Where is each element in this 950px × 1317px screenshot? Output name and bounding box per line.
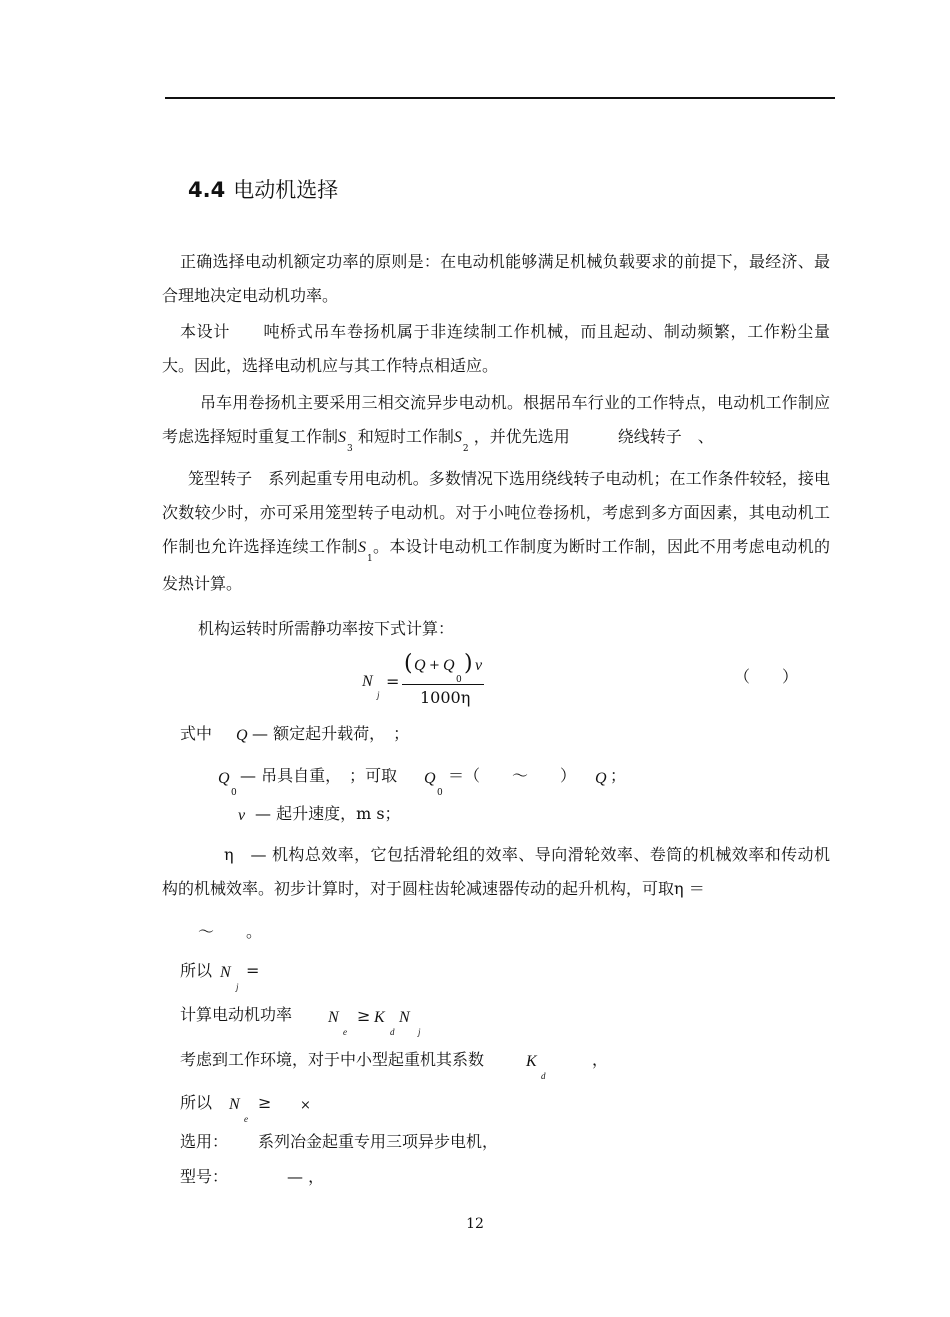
- subscript-2: 2: [462, 444, 469, 454]
- where-q0-take: Q: [424, 770, 436, 787]
- calc-kd: K: [374, 1009, 385, 1026]
- design-prefix: 本设计: [180, 322, 231, 341]
- motor-type-text: 吊车用卷扬机主要采用三相交流异步电动机。根据吊车行业的工作特点，电动机工作制应考虑选择短时重复工作制: [162, 393, 830, 446]
- equation-number: （ ）: [734, 667, 799, 686]
- where-label: 式中: [180, 724, 213, 743]
- so2-label: 所以: [180, 1093, 213, 1112]
- so2-ne: N: [229, 1096, 240, 1113]
- calc-geq: ≥: [357, 1006, 371, 1025]
- formula-equals: =: [386, 672, 400, 691]
- subscript-3: 3: [347, 444, 353, 454]
- so2-times: ×: [300, 1098, 311, 1113]
- symbol-s1: S: [357, 539, 366, 556]
- calc-nj-sub: j: [418, 1027, 421, 1037]
- model-text: — ，: [287, 1167, 325, 1186]
- so-label: 所以: [180, 961, 213, 980]
- paragraph-motor-type: [162, 386, 830, 457]
- calc-kd-sub: d: [390, 1027, 395, 1037]
- where-q-desc: — 额定起升载荷， ；: [252, 724, 410, 743]
- where-eta-end: ＝: [688, 879, 705, 898]
- where-q0-desc: — 吊具自重， ；可取: [240, 766, 398, 785]
- formula-sub-0: 0: [456, 675, 462, 685]
- formula-sub-j: j: [377, 690, 380, 700]
- calc-label: 计算电动机功率: [180, 1005, 293, 1024]
- where-q0-take-sub: 0: [437, 788, 443, 798]
- formula-lparen: (: [404, 651, 413, 676]
- paragraph-principle: 正确选择电动机额定功率的原则是：在电动机能够满足机械负载要求的前提下，最经济、最合理地决定电动机功率。: [162, 252, 830, 305]
- subscript-1: 1: [366, 554, 373, 564]
- short-duty-text: 和短时工作制: [357, 427, 454, 446]
- env-end: ，: [592, 1050, 609, 1069]
- formula-plus: +: [429, 658, 440, 673]
- env-kd-sub: d: [541, 1071, 546, 1081]
- where-eta-range: ～ 。: [198, 922, 263, 941]
- so2-geq: ≥: [258, 1093, 272, 1112]
- priority-text: ，并优先选用: [473, 427, 570, 446]
- where-eta-desc: — 机构总效率，它包括滑轮组的效率、导向滑轮效率、卷筒的机械效率和传动机构的机械效率。初步计算时，对于圆柱齿轮减速器传动的起升机构，可取: [162, 845, 830, 898]
- select-text: 系列冶金起重专用三项异步电机，: [258, 1132, 499, 1151]
- where-q: Q: [236, 727, 248, 744]
- where-q0-sub: 0: [231, 788, 237, 798]
- formula-v: v: [475, 657, 483, 674]
- formula-rparen: ): [464, 651, 473, 676]
- env-label: 考虑到工作环境，对于中小型起重机其系数: [180, 1050, 485, 1069]
- calc-ne: N: [328, 1009, 339, 1026]
- section-heading: [188, 176, 338, 204]
- where-q0: Q: [218, 770, 230, 787]
- fraction-bar: [402, 684, 484, 685]
- calc-nj: N: [399, 1009, 410, 1026]
- where-q0-range: ＝（ ～ ）: [448, 766, 577, 785]
- squirrel-cage-text: 笼型转子: [188, 469, 253, 488]
- where-v-desc: — 起升速度，m s；: [255, 804, 401, 823]
- paragraph-design: [162, 315, 830, 383]
- wound-rotor-text: 绕线转子: [617, 427, 682, 446]
- so-n: N: [220, 964, 231, 981]
- so-equals: =: [246, 961, 260, 980]
- formula-q0: Q: [443, 657, 455, 674]
- page-number: 12: [466, 1216, 484, 1232]
- symbol-s3: S: [338, 429, 347, 446]
- select-label: 选用：: [180, 1132, 229, 1151]
- duty-conclusion-text: 。本设计电动机工作制度为断时工作制，因此不用考虑电动机的发热计算。: [162, 537, 830, 593]
- env-kd: K: [526, 1053, 537, 1070]
- calc-ne-sub: e: [343, 1027, 347, 1037]
- formula-intro: 机构运转时所需静功率按下式计算：: [198, 619, 455, 638]
- where-q-factor: Q: [595, 770, 607, 787]
- design-text: 吨桥式吊车卷扬机属于非连续制工作机械，而且起动、制动频繁，工作粉尘量大。因此，选择电动机应与其工作特点相适应。: [162, 322, 830, 375]
- header-rule: [165, 97, 835, 99]
- so-n-sub: j: [236, 982, 239, 992]
- formula-q: Q: [414, 657, 426, 674]
- formula-n: N: [362, 673, 373, 690]
- section-number: 4.4: [188, 178, 226, 202]
- where-eta-symbol-2: η: [674, 879, 684, 898]
- where-eta-symbol: η: [224, 845, 234, 864]
- where-eta: [162, 838, 830, 906]
- comma-text: 、: [697, 427, 714, 446]
- symbol-s2: S: [453, 429, 462, 446]
- formula-denominator: 1000η: [420, 688, 471, 707]
- paragraph-squirrel: [162, 462, 830, 601]
- model-label: 型号：: [180, 1167, 229, 1186]
- series-text: 系列起重专用电动机。多数情况下选用绕线转子电动机；在工作条件较轻，接电次数较少时，亦可采用笼型转子电动机。对于小吨位卷扬机，考虑到多方面因素，其电动机工作制也允许选择连续工作制: [162, 469, 830, 556]
- where-v: v: [238, 807, 246, 824]
- where-q0-end: ；: [610, 766, 627, 785]
- section-title: 电动机选择: [233, 178, 339, 202]
- so2-ne-sub: e: [244, 1114, 248, 1124]
